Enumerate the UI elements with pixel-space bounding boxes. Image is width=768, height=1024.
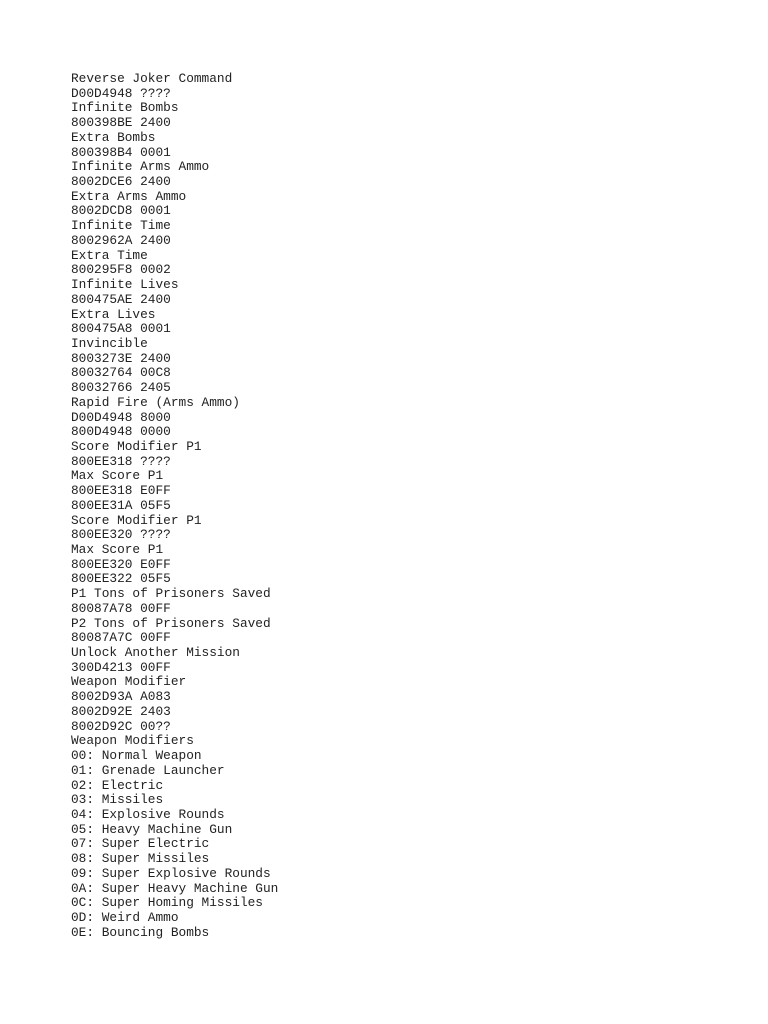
text-line: D00D4948 8000 — [71, 409, 171, 425]
text-line: 800EE318 ???? — [71, 453, 171, 469]
text-line: Infinite Arms Ammo — [71, 159, 210, 175]
text-line: Reverse Joker Command — [71, 71, 233, 86]
text-line: 8003273E 2400 — [71, 350, 171, 366]
text-line: Score Modifier P1 — [71, 512, 202, 528]
text-line: 0D: Weird Ammo — [71, 909, 179, 925]
text-line: 03: Missiles — [71, 792, 164, 808]
text-line: 09: Super Explosive Rounds — [71, 865, 271, 881]
text-line: 800EE322 05F5 — [71, 571, 171, 587]
text-line: 0A: Super Heavy Machine Gun — [71, 880, 279, 896]
text-line: 00: Normal Weapon — [71, 748, 202, 764]
text-line: Extra Time — [71, 247, 148, 263]
text-line: 07: Super Electric — [71, 836, 210, 852]
text-line: 800475A8 0001 — [71, 321, 171, 337]
text-line: 02: Electric — [71, 777, 164, 793]
text-line: 80087A78 00FF — [71, 600, 171, 616]
text-line: 8002962A 2400 — [71, 232, 171, 248]
text-line: 80032766 2405 — [71, 380, 171, 396]
text-line: 800475AE 2400 — [71, 291, 171, 307]
text-line: Score Modifier P1 — [71, 438, 202, 454]
text-line: Extra Bombs — [71, 129, 156, 145]
text-line: 800398BE 2400 — [71, 115, 171, 131]
text-line: 01: Grenade Launcher — [71, 762, 225, 778]
text-line: 0E: Bouncing Bombs — [71, 924, 210, 940]
text-line: Extra Arms Ammo — [71, 188, 187, 204]
text-line: Max Score P1 — [71, 468, 164, 484]
text-line: D00D4948 ???? — [71, 85, 171, 101]
text-line: 300D4213 00FF — [71, 659, 171, 675]
text-line: 8002DCD8 0001 — [71, 203, 171, 219]
text-line: P1 Tons of Prisoners Saved — [71, 586, 271, 602]
text-line: 8002DCE6 2400 — [71, 174, 171, 190]
text-line: Extra Lives — [71, 306, 156, 322]
text-line: 800EE320 E0FF — [71, 556, 171, 572]
text-line: 800398B4 0001 — [71, 144, 171, 160]
text-line: 8002D92C 00?? — [71, 718, 171, 734]
text-line: 80032764 00C8 — [71, 365, 171, 381]
text-line: Rapid Fire (Arms Ammo) — [71, 394, 240, 410]
text-line: Invincible — [71, 335, 148, 351]
text-line: 8002D93A A083 — [71, 689, 171, 705]
text-line: 8002D92E 2403 — [71, 703, 171, 719]
text-line: P2 Tons of Prisoners Saved — [71, 615, 271, 631]
text-line: 800295F8 0002 — [71, 262, 171, 278]
text-line: Weapon Modifier — [71, 674, 187, 690]
text-line: Weapon Modifiers — [71, 733, 194, 749]
text-line: 08: Super Missiles — [71, 851, 210, 867]
text-line: 800EE318 E0FF — [71, 483, 171, 499]
document-page — [71, 72, 731, 940]
text-line: Infinite Bombs — [71, 100, 179, 116]
text-line: 800EE320 ???? — [71, 527, 171, 543]
text-line: Infinite Lives — [71, 277, 179, 293]
text-line: 800EE31A 05F5 — [71, 497, 171, 513]
text-line: 800D4948 0000 — [71, 424, 171, 440]
text-line: 04: Explosive Rounds — [71, 806, 225, 822]
text-line: 0C: Super Homing Missiles — [71, 895, 263, 911]
text-line: Max Score P1 — [71, 542, 164, 557]
text-line: 80087A7C 00FF — [71, 630, 171, 646]
text-line: Infinite Time — [71, 218, 171, 234]
text-line: 05: Heavy Machine Gun — [71, 821, 233, 837]
text-line: Unlock Another Mission — [71, 645, 240, 661]
